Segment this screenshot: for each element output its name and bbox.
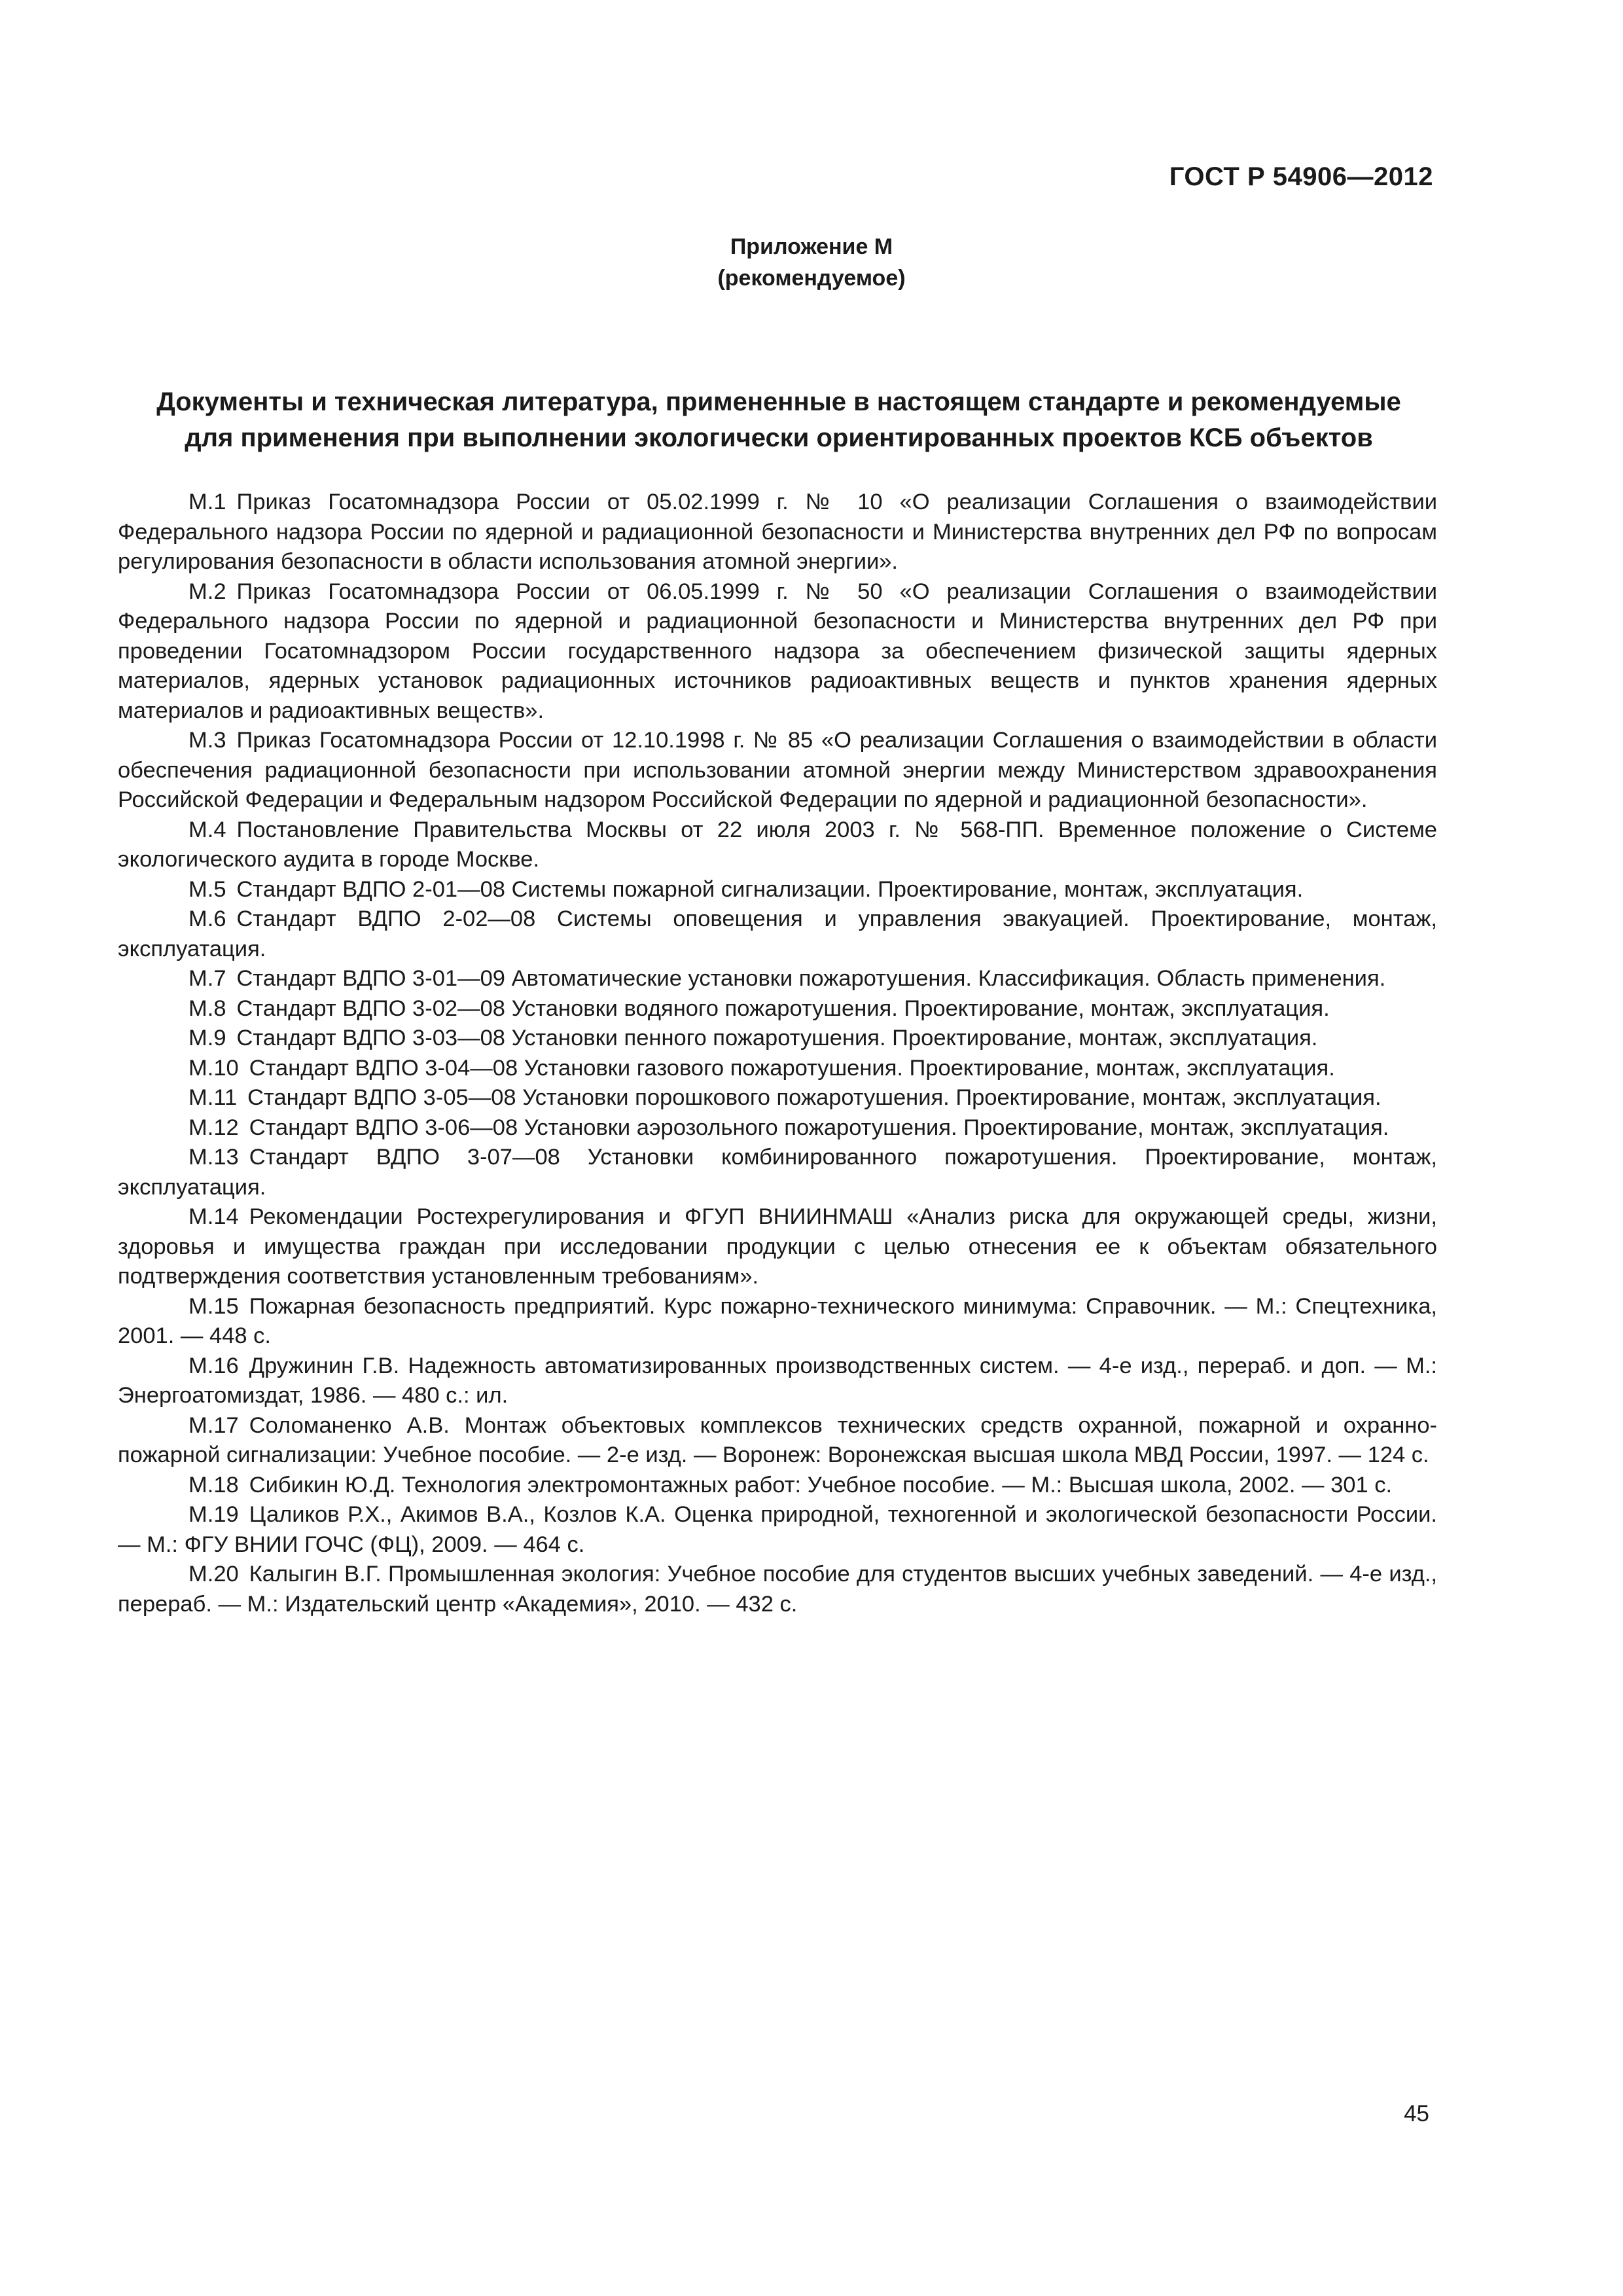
reference-entry [118,1500,1437,1560]
reference-entry-number: М.17 [188,1412,239,1438]
reference-entry-text: Стандарт ВДПО 3-05—08 Установки порошкового пожаротушения. Проектирование, монтаж, эксплуатация. [247,1085,1382,1110]
reference-entry-number: М.13 [188,1145,239,1170]
reference-entry-number: М.3 [188,728,226,753]
reference-entry-text: Стандарт ВДПО 3-03—08 Установки пенного пожаротушения. Проектирование, монтаж, эксплуатация. [236,1026,1318,1050]
reference-entry [118,1560,1437,1619]
reference-entry-text: Соломаненко А.В. Монтаж объектовых комплексов технических средств охранной, пожарной и охранно-пожарной сигнализации: Учебное пособие. — 2-е изд. — Воронеж: Воронежская высшая школа МВД России, 1997. — 124 с. [118,1412,1437,1467]
reference-entry [118,1083,1437,1113]
reference-entry-text: Стандарт ВДПО 3-01—09 Автоматические установки пожаротушения. Классификация. Область применения. [236,966,1386,991]
reference-entry-text: Стандарт ВДПО 3-07—08 Установки комбинированного пожаротушения. Проектирование, монтаж, эксплуатация. [118,1145,1437,1200]
reference-entry-text: Сибикин Ю.Д. Технология электромонтажных работ: Учебное пособие. — М.: Высшая школа, 2002. — 301 с. [249,1472,1393,1498]
reference-list [118,488,1437,1619]
reference-entry-number: М.12 [188,1115,239,1140]
reference-entry-number: М.18 [188,1472,239,1498]
reference-entry [118,1352,1437,1411]
appendix-heading [0,231,1623,294]
reference-entry [118,1113,1437,1143]
page-number: 45 [1404,2101,1429,2126]
reference-entry-text: Стандарт ВДПО 2-01—08 Системы пожарной сигнализации. Проектирование, монтаж, эксплуатация. [236,876,1304,902]
appendix-label: Приложение М [730,234,893,259]
section-title [118,384,1440,456]
reference-entry [118,1054,1437,1084]
reference-entry [118,816,1437,875]
reference-entry-text: Приказ Госатомнадзора России от 05.02.1999 г. № 10 «О реализации Соглашения о взаимодействии Федерального надзора России по ядерной и радиационной безопасности и Министерства внутренних дел РФ по вопросам регулирования безопасности в области использования атомной энергии». [118,490,1437,574]
section-title-line-1: Документы и техническая литература, примененные в настоящем стандарте и рекомендуемые [156,387,1401,416]
reference-entry-number: М.1 [188,490,226,514]
reference-entry [118,1292,1437,1352]
reference-entry-number: М.14 [188,1204,239,1229]
reference-entry-number: М.11 [188,1085,238,1110]
reference-entry-number: М.7 [188,966,226,991]
reference-entry-text: Стандарт ВДПО 2-02—08 Системы оповещения и управления эвакуацией. Проектирование, монтаж, эксплуатация. [118,906,1437,961]
reference-entry [118,577,1437,726]
reference-entry-text: Приказ Госатомнадзора России от 06.05.1999 г. № 50 «О реализации Соглашения о взаимодействии Федерального надзора России по ядерной и радиационной безопасности и Министерства внутренних дел РФ при проведении Госатомнадзором России государственного надзора за обеспечением физической защиты ядерных материалов, ядерных установок радиационных источников радиоактивных веществ и пунктов хранения ядерных материалов и радиоактивных веществ». [118,579,1437,723]
reference-entry-number: М.8 [188,996,226,1021]
reference-entry-text: Стандарт ВДПО 3-02—08 Установки водяного пожаротушения. Проектирование, монтаж, эксплуатация. [236,996,1330,1021]
reference-entry-text: Стандарт ВДПО 3-06—08 Установки аэрозольного пожаротушения. Проектирование, монтаж, эксплуатация. [249,1115,1389,1140]
reference-entry-number: М.9 [188,1026,226,1050]
reference-entry [118,875,1437,905]
reference-entry [118,1411,1437,1471]
reference-entry-text: Постановление Правительства Москвы от 22 июля 2003 г. № 568-ПП. Временное положение о Системе экологического аудита в городе Москве. [118,817,1437,872]
reference-entry [118,488,1437,577]
reference-entry [118,905,1437,964]
reference-entry [118,994,1437,1024]
appendix-status: (рекомендуемое) [717,266,906,291]
reference-entry-text: Рекомендации Ростехрегулирования и ФГУП ВНИИНМАШ «Анализ риска для окружающей среды, жизни, здоровья и имущества граждан при исследовании продукции с целью отнесения ее к объектам обязательного подтверждения соответствия установленным требованиям». [118,1204,1437,1289]
document-code: ГОСТ Р 54906—2012 [1169,162,1433,191]
reference-entry-text: Цаликов Р.Х., Акимов В.А., Козлов К.А. Оценка природной, техногенной и экологической безопасности России. — М.: ФГУ ВНИИ ГОЧС (ФЦ), 2009. — 464 с. [118,1502,1437,1557]
reference-entry-number: М.2 [188,579,226,604]
reference-entry-text: Приказ Госатомнадзора России от 12.10.1998 г. № 85 «О реализации Соглашения о взаимодействии в области обеспечения радиационной безопасности при использовании атомной энергии между Министерством здравоохранения Российской Федерации и Федеральным надзором Российской Федерации по ядерной и радиационной безопасности». [118,728,1437,812]
reference-entry-number: М.15 [188,1293,239,1319]
reference-entry [118,1024,1437,1054]
reference-entry [118,964,1437,994]
reference-entry-number: М.4 [188,817,226,842]
reference-entry-number: М.6 [188,906,226,931]
reference-entry-text: Дружинин Г.В. Надежность автоматизированных производственных систем. — 4-е изд., перераб. и доп. — М.: Энергоатомиздат, 1986. — 480 с.: ил. [118,1353,1437,1408]
section-title-line-2: для применения при выполнении экологически ориентированных проектов КСБ объектов [185,423,1373,452]
reference-entry-number: М.10 [188,1055,239,1081]
reference-entry-number: М.16 [188,1353,239,1378]
reference-entry-number: М.19 [188,1502,239,1527]
reference-entry [118,726,1437,816]
reference-entry-text: Калыгин В.Г. Промышленная экология: Учебное пособие для студентов высших учебных заведений. — 4-е изд., перераб. — М.: Издательский центр «Академия», 2010. — 432 с. [118,1562,1437,1617]
reference-entry-text: Пожарная безопасность предприятий. Курс пожарно-технического минимума: Справочник. — М.: Спецтехника, 2001. — 448 с. [118,1293,1437,1348]
reference-entry [118,1202,1437,1292]
reference-entry [118,1471,1437,1501]
reference-entry-number: М.20 [188,1562,239,1587]
reference-entry [118,1143,1437,1202]
reference-entry-text: Стандарт ВДПО 3-04—08 Установки газового пожаротушения. Проектирование, монтаж, эксплуатация. [249,1055,1335,1081]
reference-entry-number: М.5 [188,876,226,902]
